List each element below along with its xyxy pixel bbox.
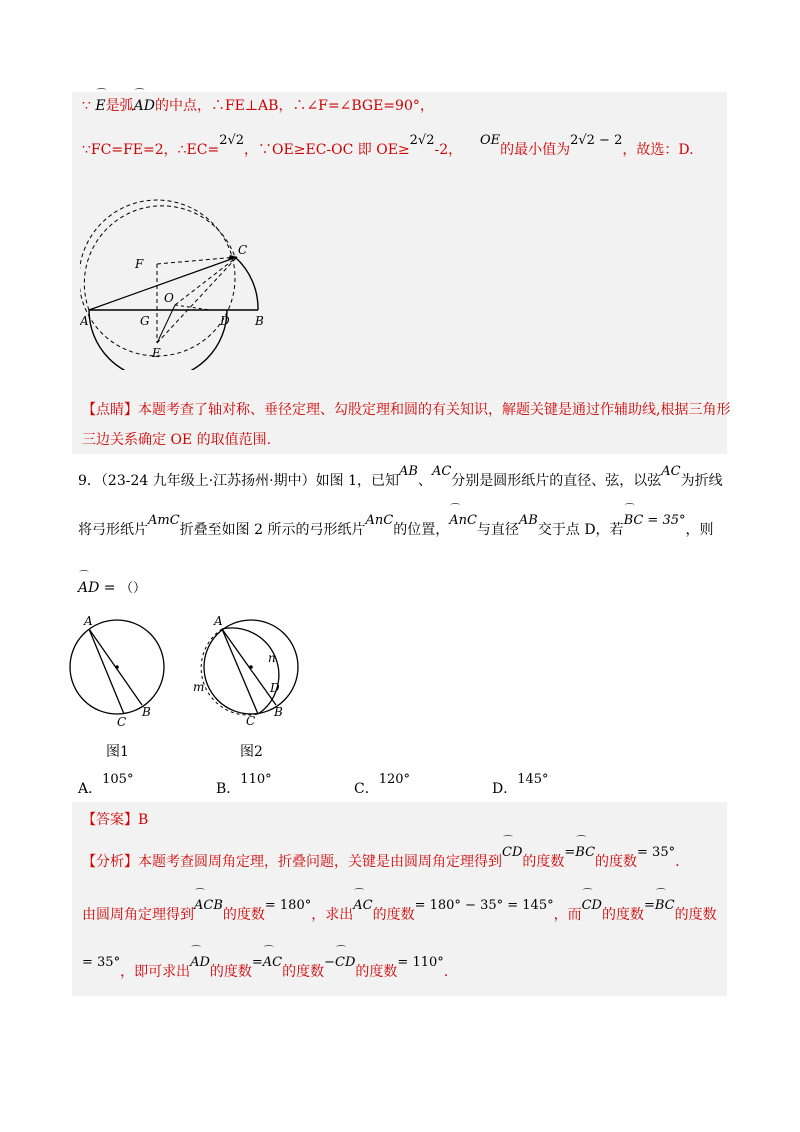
option-c[interactable]: C．120° <box>354 772 411 797</box>
solution-line-1: ∵ ⌒ E是弧⌒ AD的中点，∴FE⊥AB，∴∠F=∠BGE=90°， <box>82 96 434 116</box>
question-line-1: 9．（23-24 九年级上·江苏扬州·期中）如图 1，已知AB、AC分别是圆形纸片的直径、弦，以弦AC为折线 <box>78 464 723 489</box>
label-b: B <box>255 314 264 328</box>
solution-line-2: ∵FC=FE=2，∴EC=2√2，∵OE≥EC-OC 即 OE≥2√2-2， OE的最小值为2√2 − 2，故选：D. <box>82 133 694 158</box>
option-a[interactable]: A．105° <box>78 772 134 797</box>
label-g: G <box>140 314 150 328</box>
fig2-center <box>249 665 253 669</box>
figure-2-caption: 图2 <box>240 744 263 760</box>
question-figures <box>62 612 322 762</box>
answer-line: 【答案】B <box>82 812 149 828</box>
fig2-label-m: m <box>193 680 205 694</box>
fig2-label-a: A <box>214 614 223 628</box>
analysis-line-3: = 35°，即可求出⌒ AD的度数=⌒ AC的度数−⌒ CD的度数= 110°. <box>82 962 448 983</box>
label-d: D <box>220 314 230 328</box>
label-e: E <box>152 346 161 360</box>
segment-fc <box>157 257 237 264</box>
label-c: C <box>238 243 248 257</box>
fig1-label-c: C <box>117 715 127 729</box>
analysis-line-2: 由圆周角定理得到⌒ ACB的度数= 180°，求出⌒ AC的度数= 180° − 35° = 145°，而⌒ CD的度数=⌒ BC的度数 <box>82 905 717 926</box>
fig1-label-a: A <box>84 614 93 628</box>
comment-line-2: 三边关系确定 OE 的取值范围. <box>82 432 272 448</box>
segment-ac <box>89 257 237 310</box>
question-line-3: ⌒ AD = （） <box>78 578 146 599</box>
figure-1-caption: 图1 <box>106 744 129 760</box>
analysis-line-1: 【分析】本题考查圆周角定理，折叠问题，关键是由圆周角定理得到⌒ CD的度数=⌒ BC的度数= 35°. <box>82 852 680 873</box>
fig2-arc-m <box>201 629 258 715</box>
solution-geometry-figure <box>80 180 280 370</box>
fig1-label-b: B <box>142 705 151 719</box>
comment-line-1: 【点睛】本题考查了轴对称、垂径定理、勾股定理和圆的有关知识，解题关键是通过作辅助线,根据三角形 <box>82 402 731 418</box>
figure-1 <box>70 614 164 729</box>
label-f: F <box>135 257 144 271</box>
question-line-2: 将弓形纸片AmC折叠至如图 2 所示的弓形纸片AnC的位置，⌒ AnC与直径AB交于点 D，若⌒ BC = 35°，则 <box>78 520 714 541</box>
dashed-arc-upper <box>84 206 235 310</box>
option-b[interactable]: B．110° <box>216 772 272 797</box>
fig2-label-d: D <box>270 681 280 695</box>
fig1-center <box>115 665 119 669</box>
segment-oc <box>175 257 237 305</box>
fig2-label-c: C <box>246 714 256 728</box>
label-a: A <box>80 314 89 328</box>
figure-2 <box>193 614 298 728</box>
label-o: O <box>164 291 174 305</box>
option-d[interactable]: D．145° <box>492 772 549 797</box>
fig2-label-b: B <box>274 705 283 719</box>
fig2-label-n: n <box>268 651 276 665</box>
arc-right <box>235 257 258 310</box>
